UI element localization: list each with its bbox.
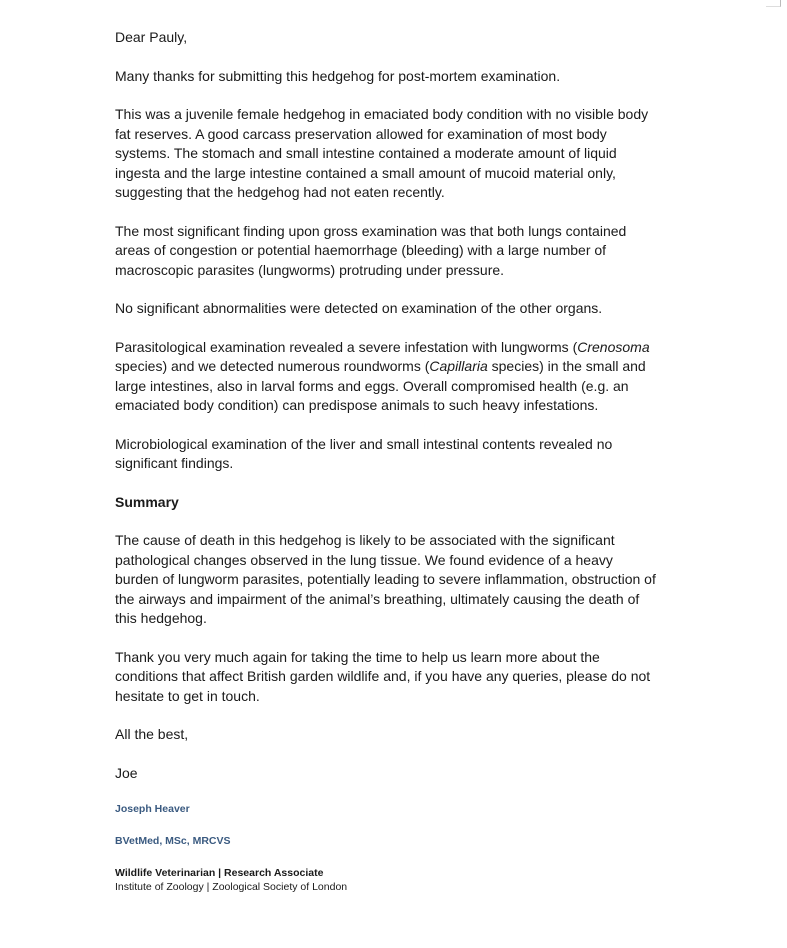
signature-organisation: Institute of Zoology | Zoological Society of London	[115, 881, 348, 893]
sign-off: All the best,	[115, 726, 189, 742]
parasitology-text-1: Parasitological examination revealed a severe infestation with lungworms (	[115, 338, 578, 355]
gross-findings-paragraph: The most significant finding upon gross examination was that both lungs contained areas of congestion or potential haemorrhage (bleeding) with a large number of macroscopic parasites (lungworms) protruding under pressure.	[115, 222, 627, 278]
greeting: Dear Pauly,	[115, 29, 188, 45]
thanks-paragraph: Thank you very much again for taking the time to help us learn more about the conditions that affect British garden wildlife and, if you have any queries, please do not hesitate to get in touch.	[115, 648, 651, 704]
condition-paragraph: This was a juvenile female hedgehog in emaciated body condition with no visible body fat reserves. A good carcass preservation allowed for examination of most body systems. The stomach and small intestine contained a moderate amount of liquid ingesta and the large intestine contained a small amount of mucoid material only, suggesting that the hedgehog had not eaten recently.	[115, 106, 649, 200]
parasitology-text-2: species) and we detected numerous roundworms (	[115, 358, 430, 374]
letter-body	[115, 28, 660, 894]
signature-role: Wildlife Veterinarian | Research Associate	[115, 867, 324, 879]
sender-first-name: Joe	[115, 764, 138, 781]
intro-paragraph: Many thanks for submitting this hedgehog for post-mortem examination.	[115, 67, 561, 84]
signature-credentials: BVetMed, MSc, MRCVS	[115, 835, 231, 847]
parasitology-text-3: species) in the small and large intestines, also in larval forms and eggs. Overall compromised health (e.g. an emaciated body condition) can predispose animals to such heavy infestations.	[115, 358, 646, 413]
signature-name: Joseph Heaver	[115, 803, 190, 815]
microbiology-paragraph: Microbiological examination of the liver and small intestinal contents revealed no significant findings.	[115, 435, 613, 471]
other-organs-paragraph: No significant abnormalities were detected on examination of the other organs.	[115, 300, 603, 316]
genus-capillaria: Capillaria	[429, 358, 488, 374]
summary-heading: Summary	[115, 493, 179, 510]
summary-paragraph: The cause of death in this hedgehog is likely to be associated with the significant pathological changes observed in the lung tissue. We found evidence of a heavy burden of lungworm parasites, potentially leading to severe inflammation, obstruction of the airways and impairment of the animal’s breathing, ultimately causing the death of this hedgehog.	[115, 532, 656, 626]
parasitology-paragraph	[115, 338, 660, 416]
genus-crenosoma: Crenosoma	[577, 338, 650, 355]
page-corner-mark	[766, 0, 781, 7]
